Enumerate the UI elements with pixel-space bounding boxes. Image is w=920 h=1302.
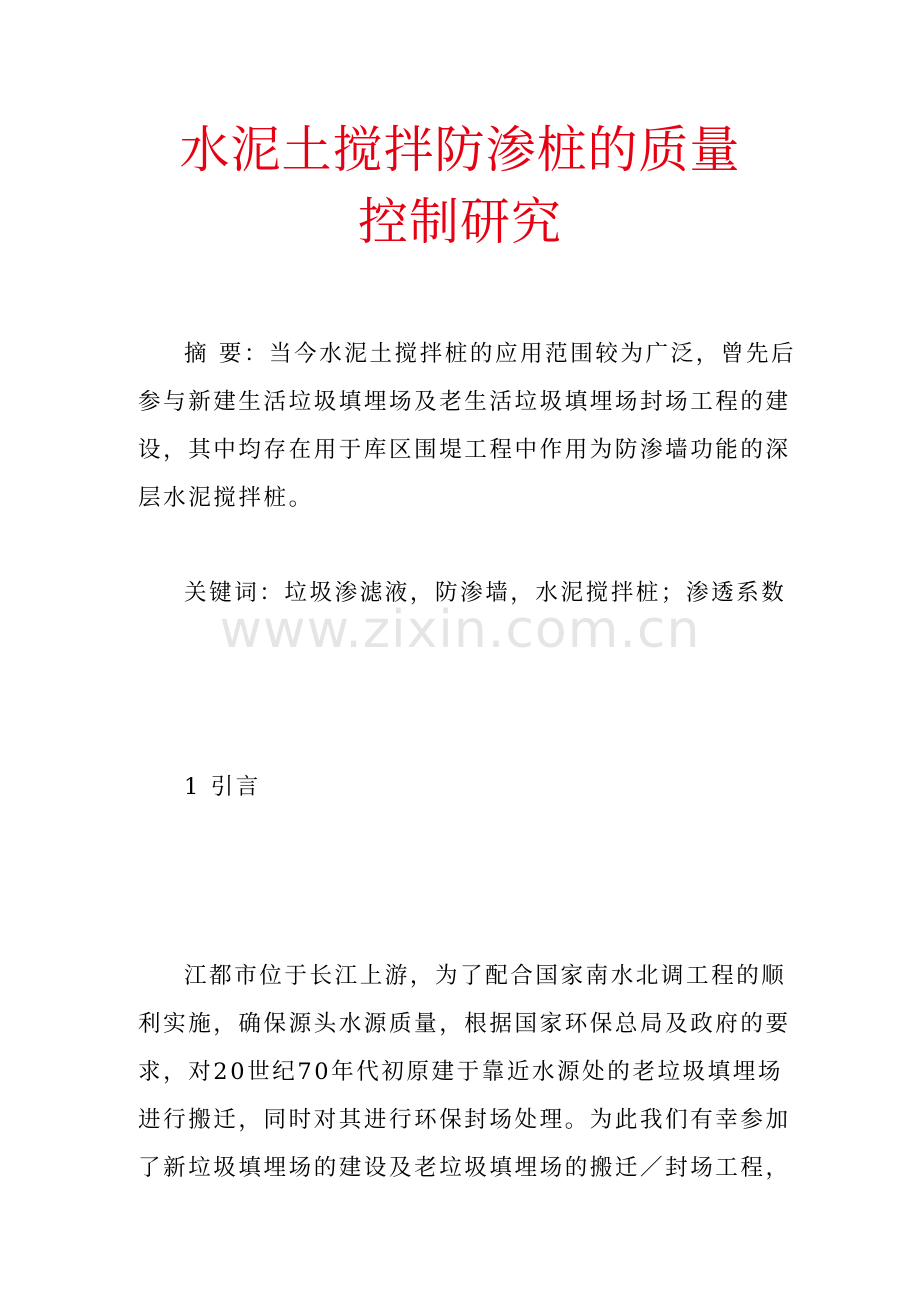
document-title-line-2: 控制研究	[358, 193, 562, 251]
abstract-line: 参与新建生活垃圾填埋场及老生活垃圾填埋场封场工程的建	[138, 389, 791, 415]
body-line: 求，对20世纪70年代初原建于靠近水源处的老垃圾填埋场	[138, 1059, 783, 1085]
body-line: 了新垃圾填埋场的建设及老垃圾填埋场的搬迁／封场工程，	[138, 1155, 791, 1181]
section-heading-text: 1 引言	[184, 774, 261, 800]
abstract-line: 层水泥搅拌桩。	[138, 485, 314, 511]
abstract-line: 设，其中均存在用于库区围堤工程中作用为防渗墙功能的深	[138, 437, 791, 463]
keywords-line: 关键词：垃圾渗滤液，防渗墙，水泥搅拌桩；渗透系数	[184, 580, 787, 606]
body-line: 江都市位于长江上游，为了配合国家南水北调工程的顺	[184, 963, 787, 989]
abstract-line: 摘 要：当今水泥土搅拌桩的应用范围较为广泛，曾先后	[184, 341, 797, 367]
document-title-line-1: 水泥土搅拌防渗桩的质量	[179, 121, 741, 179]
watermark-text: www.zixin.com.cn	[219, 600, 701, 660]
keywords-paragraph	[138, 569, 792, 617]
section-heading	[138, 763, 792, 811]
body-paragraph	[138, 952, 792, 1192]
body-line: 利实施，确保源头水源质量，根据国家环保总局及政府的要	[138, 1011, 791, 1037]
body-line: 进行搬迁，同时对其进行环保封场处理。为此我们有幸参加	[138, 1107, 791, 1133]
abstract-paragraph	[138, 330, 797, 522]
